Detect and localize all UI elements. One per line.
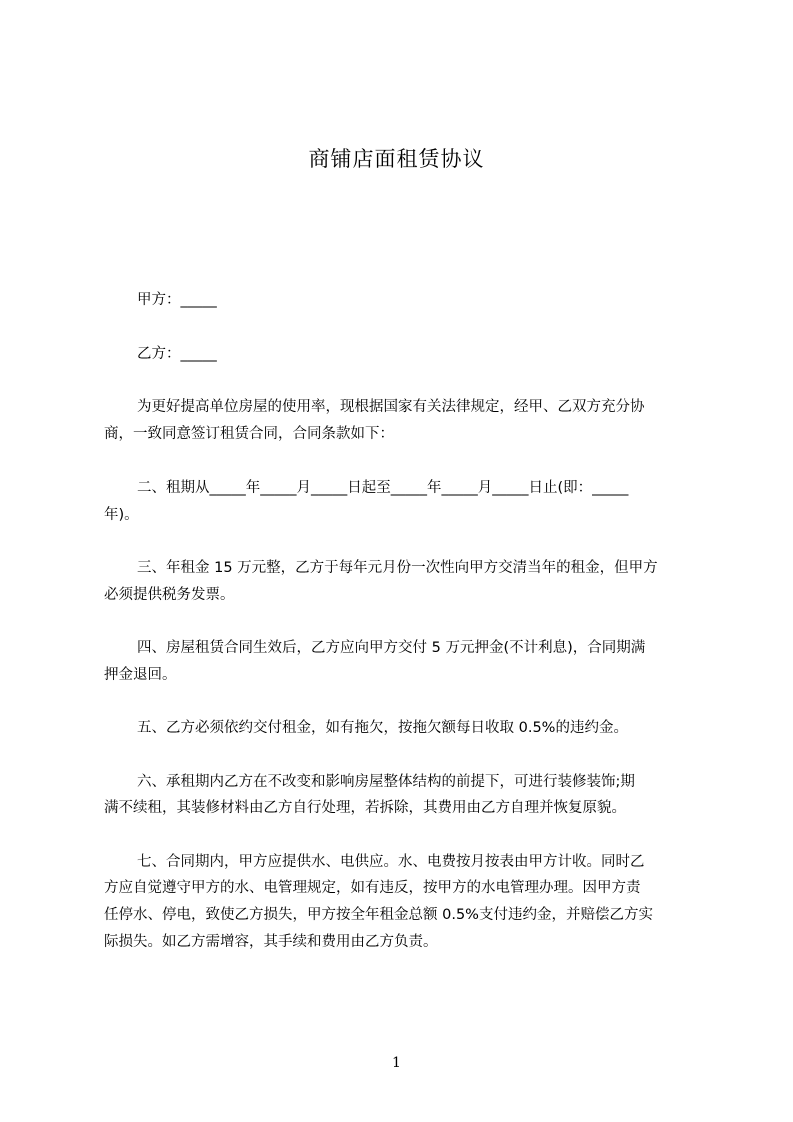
- document-title: 商铺店面租赁协议: [308, 147, 485, 171]
- clause-6-line-1: 六、承租期内乙方在不改变和影响房屋整体结构的前提下，可进行装修装饰;期: [137, 774, 635, 790]
- clause-3-line-1: 三、年租金 15 万元整，乙方于每年元月份一次性向甲方交清当年的租金，但甲方: [137, 560, 658, 576]
- page-number: 1: [392, 1055, 401, 1071]
- clause-3-line-2: 必须提供税务发票。: [104, 587, 235, 603]
- clause-4-line-1: 四、房屋租赁合同生效后，乙方应向甲方交付 5 万元押金(不计利息)，合同期满: [137, 640, 646, 656]
- intro-line-2: 商，一致同意签订租赁合同，合同条款如下：: [104, 426, 394, 442]
- party-b-line: 乙方：_____: [137, 346, 217, 362]
- clause-2-line-1: 二、租期从_____年_____月_____日起至_____年_____月_____日止(即：_____: [137, 480, 629, 496]
- party-a-line: 甲方：_____: [137, 292, 217, 308]
- clause-7-line-3: 任停水、停电，致使乙方损失，甲方按全年租金总额 0.5%支付违约金，并赔偿乙方实: [104, 907, 653, 923]
- clause-6-line-2: 满不续租，其装修材料由乙方自行处理，若拆除，其费用由乙方自理并恢复原貌。: [104, 800, 626, 816]
- clause-7-line-4: 际损失。如乙方需增容，其手续和费用由乙方负责。: [104, 934, 438, 950]
- clause-2-line-2: 年)。: [104, 507, 139, 523]
- clause-5-line-1: 五、乙方必须依约交付租金，如有拖欠，按拖欠额每日收取 0.5%的违约金。: [137, 720, 628, 736]
- clause-7-line-1: 七、合同期内，甲方应提供水、电供应。水、电费按月按表由甲方计收。同时乙: [137, 854, 645, 870]
- intro-line-1: 为更好提高单位房屋的使用率，现根据国家有关法律规定，经甲、乙双方充分协: [137, 399, 645, 415]
- clause-7-line-2: 方应自觉遵守甲方的水、电管理规定，如有违反，按甲方的水电管理办理。因甲方责: [104, 880, 641, 896]
- clause-4-line-2: 押金退回。: [104, 667, 177, 683]
